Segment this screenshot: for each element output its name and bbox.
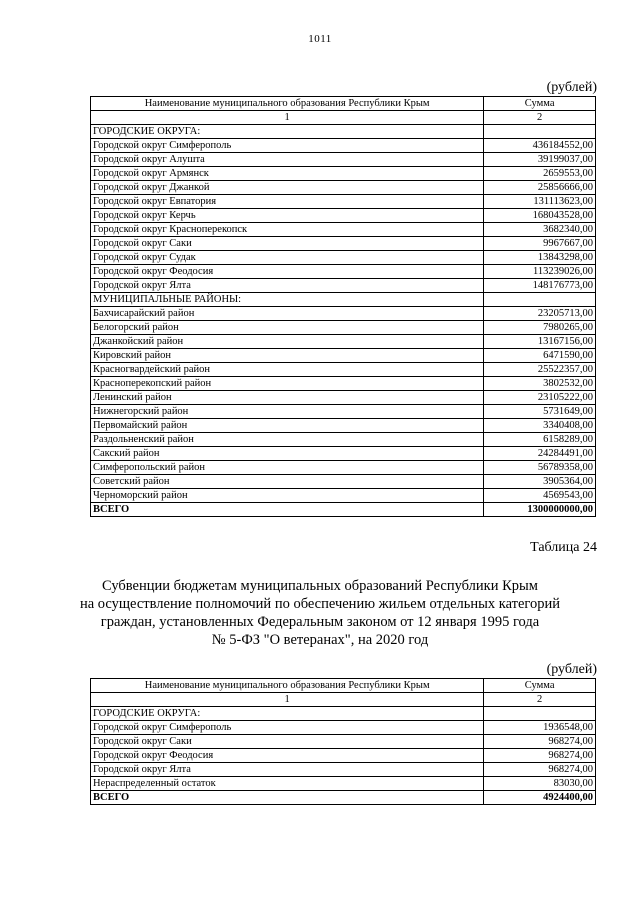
total-value: 1300000000,00 bbox=[484, 503, 596, 517]
table-row bbox=[91, 167, 596, 181]
table-row bbox=[91, 363, 596, 377]
column-number-2: 2 bbox=[484, 111, 596, 125]
title-line: граждан, установленных Федеральным законом от 12 января 1995 года bbox=[100, 614, 540, 630]
subsidy-table-1 bbox=[90, 96, 596, 517]
amount-value: 6158289,00 bbox=[484, 433, 596, 447]
municipality-name: Джанкойский район bbox=[91, 335, 484, 349]
units-label: (рублей) bbox=[546, 80, 597, 95]
municipality-name: Городской округ Саки bbox=[91, 237, 484, 251]
amount-value bbox=[484, 125, 596, 139]
municipality-name: Городской округ Джанкой bbox=[91, 181, 484, 195]
subsidy-table-2 bbox=[90, 678, 596, 805]
amount-value: 148176773,00 bbox=[484, 279, 596, 293]
municipality-name: Сакский район bbox=[91, 447, 484, 461]
amount-value: 3682340,00 bbox=[484, 223, 596, 237]
municipality-name: Городской округ Симферополь bbox=[91, 721, 484, 735]
amount-value: 83030,00 bbox=[484, 777, 596, 791]
column-header-name: Наименование муниципального образования Республики Крым bbox=[91, 97, 484, 111]
table-header-row bbox=[91, 97, 596, 111]
amount-value: 968274,00 bbox=[484, 749, 596, 763]
municipality-name: Красноперекопский район bbox=[91, 377, 484, 391]
municipality-name: Белогорский район bbox=[91, 321, 484, 335]
amount-value: 436184552,00 bbox=[484, 139, 596, 153]
table-row bbox=[91, 433, 596, 447]
total-row bbox=[91, 503, 596, 517]
municipality-name: Городской округ Армянск bbox=[91, 167, 484, 181]
municipality-name: Городской округ Симферополь bbox=[91, 139, 484, 153]
table-row bbox=[91, 279, 596, 293]
table-header-row bbox=[91, 679, 596, 693]
municipality-name: МУНИЦИПАЛЬНЫЕ РАЙОНЫ: bbox=[91, 293, 484, 307]
column-number-row bbox=[91, 111, 596, 125]
municipality-name: Нераспределенный остаток bbox=[91, 777, 484, 791]
column-number-row bbox=[91, 693, 596, 707]
amount-value: 168043528,00 bbox=[484, 209, 596, 223]
amount-value: 113239026,00 bbox=[484, 265, 596, 279]
table-row bbox=[91, 461, 596, 475]
table-row bbox=[91, 307, 596, 321]
table-row bbox=[91, 349, 596, 363]
municipality-name: Черноморский район bbox=[91, 489, 484, 503]
municipality-name: Городской округ Судак bbox=[91, 251, 484, 265]
amount-value: 4569543,00 bbox=[484, 489, 596, 503]
table-row bbox=[91, 763, 596, 777]
municipality-name: Ленинский район bbox=[91, 391, 484, 405]
amount-value: 56789358,00 bbox=[484, 461, 596, 475]
amount-value: 24284491,00 bbox=[484, 447, 596, 461]
municipality-name: Нижнегорский район bbox=[91, 405, 484, 419]
total-value: 4924400,00 bbox=[484, 791, 596, 805]
table-label: Таблица 24 bbox=[530, 540, 597, 555]
total-label: ВСЕГО bbox=[91, 503, 484, 517]
total-row bbox=[91, 791, 596, 805]
municipality-name: Городской округ Саки bbox=[91, 735, 484, 749]
title-line: Субвенции бюджетам муниципальных образований Республики Крым bbox=[102, 578, 538, 594]
amount-value: 3340408,00 bbox=[484, 419, 596, 433]
table-row bbox=[91, 447, 596, 461]
table-row bbox=[91, 735, 596, 749]
municipality-name: ГОРОДСКИЕ ОКРУГА: bbox=[91, 707, 484, 721]
table-row bbox=[91, 489, 596, 503]
table-row bbox=[91, 181, 596, 195]
table-row bbox=[91, 265, 596, 279]
municipality-name: Первомайский район bbox=[91, 419, 484, 433]
table-row bbox=[91, 139, 596, 153]
units-label: (рублей) bbox=[546, 662, 597, 677]
total-label: ВСЕГО bbox=[91, 791, 484, 805]
amount-value: 23105222,00 bbox=[484, 391, 596, 405]
amount-value: 968274,00 bbox=[484, 763, 596, 777]
table-row bbox=[91, 391, 596, 405]
amount-value bbox=[484, 707, 596, 721]
amount-value: 13167156,00 bbox=[484, 335, 596, 349]
table-row bbox=[91, 125, 596, 139]
table-row bbox=[91, 237, 596, 251]
amount-value: 3802532,00 bbox=[484, 377, 596, 391]
amount-value: 131113623,00 bbox=[484, 195, 596, 209]
amount-value: 39199037,00 bbox=[484, 153, 596, 167]
municipality-name: Городской округ Феодосия bbox=[91, 749, 484, 763]
amount-value: 9967667,00 bbox=[484, 237, 596, 251]
municipality-name: ГОРОДСКИЕ ОКРУГА: bbox=[91, 125, 484, 139]
title-line: № 5-ФЗ "О ветеранах", на 2020 год bbox=[211, 632, 429, 648]
table-row bbox=[91, 251, 596, 265]
table-title bbox=[0, 577, 640, 649]
table-row bbox=[91, 377, 596, 391]
column-header-sum: Сумма bbox=[484, 97, 596, 111]
table-row bbox=[91, 209, 596, 223]
municipality-name: Городской округ Феодосия bbox=[91, 265, 484, 279]
table-row bbox=[91, 321, 596, 335]
amount-value: 25856666,00 bbox=[484, 181, 596, 195]
municipality-name: Кировский район bbox=[91, 349, 484, 363]
column-number-1: 1 bbox=[91, 693, 484, 707]
table-row bbox=[91, 195, 596, 209]
amount-value: 25522357,00 bbox=[484, 363, 596, 377]
amount-value: 5731649,00 bbox=[484, 405, 596, 419]
amount-value: 23205713,00 bbox=[484, 307, 596, 321]
municipality-name: Бахчисарайский район bbox=[91, 307, 484, 321]
column-header-sum: Сумма bbox=[484, 679, 596, 693]
amount-value: 2659553,00 bbox=[484, 167, 596, 181]
title-line: на осуществление полномочий по обеспечению жильем отдельных категорий bbox=[79, 596, 561, 612]
amount-value: 1936548,00 bbox=[484, 721, 596, 735]
table-row bbox=[91, 293, 596, 307]
table-row bbox=[91, 335, 596, 349]
table-row bbox=[91, 419, 596, 433]
amount-value: 13843298,00 bbox=[484, 251, 596, 265]
municipality-name: Красногвардейский район bbox=[91, 363, 484, 377]
column-number-2: 2 bbox=[484, 693, 596, 707]
municipality-name: Городской округ Евпатория bbox=[91, 195, 484, 209]
column-number-1: 1 bbox=[91, 111, 484, 125]
amount-value: 3905364,00 bbox=[484, 475, 596, 489]
table-row bbox=[91, 475, 596, 489]
page-number: 1011 bbox=[308, 33, 332, 45]
table-row bbox=[91, 707, 596, 721]
column-header-name: Наименование муниципального образования Республики Крым bbox=[91, 679, 484, 693]
table-row bbox=[91, 749, 596, 763]
municipality-name: Городской округ Ялта bbox=[91, 763, 484, 777]
municipality-name: Городской округ Алушта bbox=[91, 153, 484, 167]
amount-value: 6471590,00 bbox=[484, 349, 596, 363]
amount-value: 7980265,00 bbox=[484, 321, 596, 335]
table-row bbox=[91, 153, 596, 167]
table-row bbox=[91, 721, 596, 735]
table-row bbox=[91, 223, 596, 237]
table-row bbox=[91, 405, 596, 419]
amount-value bbox=[484, 293, 596, 307]
amount-value: 968274,00 bbox=[484, 735, 596, 749]
municipality-name: Городской округ Красноперекопск bbox=[91, 223, 484, 237]
municipality-name: Городской округ Керчь bbox=[91, 209, 484, 223]
table-row bbox=[91, 777, 596, 791]
municipality-name: Раздольненский район bbox=[91, 433, 484, 447]
municipality-name: Симферопольский район bbox=[91, 461, 484, 475]
municipality-name: Советский район bbox=[91, 475, 484, 489]
municipality-name: Городской округ Ялта bbox=[91, 279, 484, 293]
